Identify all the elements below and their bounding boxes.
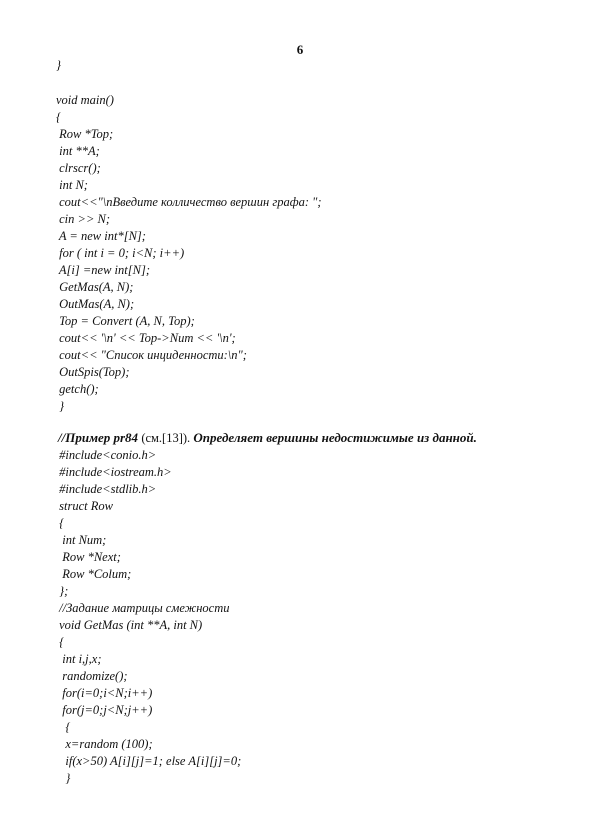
code-line: clrscr(); <box>56 161 101 175</box>
code-line: A = new int*[N]; <box>56 229 146 243</box>
code-line: { <box>56 635 65 649</box>
code-line: void GetMas (int **A, int N) <box>56 618 203 632</box>
code-line: #include<stdlib.h> <box>56 482 157 496</box>
code-line: }; <box>56 584 69 598</box>
code-line: A[i] =new int[N]; <box>56 263 150 277</box>
code-line: randomize(); <box>56 669 128 683</box>
code-line: Row *Colum; <box>56 567 132 581</box>
code-line: OutMas(A, N); <box>56 297 135 311</box>
example-heading <box>58 430 477 446</box>
code-line: int **A; <box>56 144 100 158</box>
code-line: #include<conio.h> <box>56 448 157 462</box>
code-line: #include<iostream.h> <box>56 465 172 479</box>
code-line: cin >> N; <box>56 212 111 226</box>
example-description: Определяет вершины недостижимые из данной. <box>193 430 477 445</box>
code-line: int N; <box>56 178 88 192</box>
code-line: Top = Convert (A, N, Top); <box>56 314 195 328</box>
code-line: //Задание матрицы смежности <box>56 601 230 615</box>
code-line: for ( int i = 0; i<N; i++) <box>56 246 185 260</box>
code-line: for(j=0;j<N;j++) <box>56 703 153 717</box>
code-line: Row *Next; <box>56 550 121 564</box>
code-line: GetMas(A, N); <box>56 280 134 294</box>
code-line: cout<<"\nВведите колличество вершин графа: "; <box>56 195 322 209</box>
code-line: } <box>56 399 65 413</box>
code-line: cout<< '\n' << Top->Num << '\n'; <box>56 331 236 345</box>
code-line: OutSpis(Top); <box>56 365 130 379</box>
code-line: getch(); <box>56 382 99 396</box>
code-line: { <box>56 720 71 734</box>
code-line: int Num; <box>56 533 107 547</box>
code-line: x=random (100); <box>56 737 153 751</box>
code-line: struct Row <box>56 499 113 513</box>
code-line: cout<< "Список инциденности:\n"; <box>56 348 247 362</box>
page-number: 6 <box>296 42 304 57</box>
code-line: } <box>56 58 61 72</box>
example-title: //Пример pr84 <box>58 430 139 445</box>
code-line: int i,j,x; <box>56 652 102 666</box>
code-line: Row *Top; <box>56 127 114 141</box>
code-line: for(i=0;i<N;i++) <box>56 686 153 700</box>
code-line: { <box>56 110 61 124</box>
code-line: { <box>56 516 65 530</box>
code-line: if(x>50) A[i][j]=1; else A[i][j]=0; <box>56 754 242 768</box>
example-reference: (см.[13]). <box>141 431 191 445</box>
code-line: } <box>56 771 71 785</box>
code-line: void main() <box>56 93 114 107</box>
